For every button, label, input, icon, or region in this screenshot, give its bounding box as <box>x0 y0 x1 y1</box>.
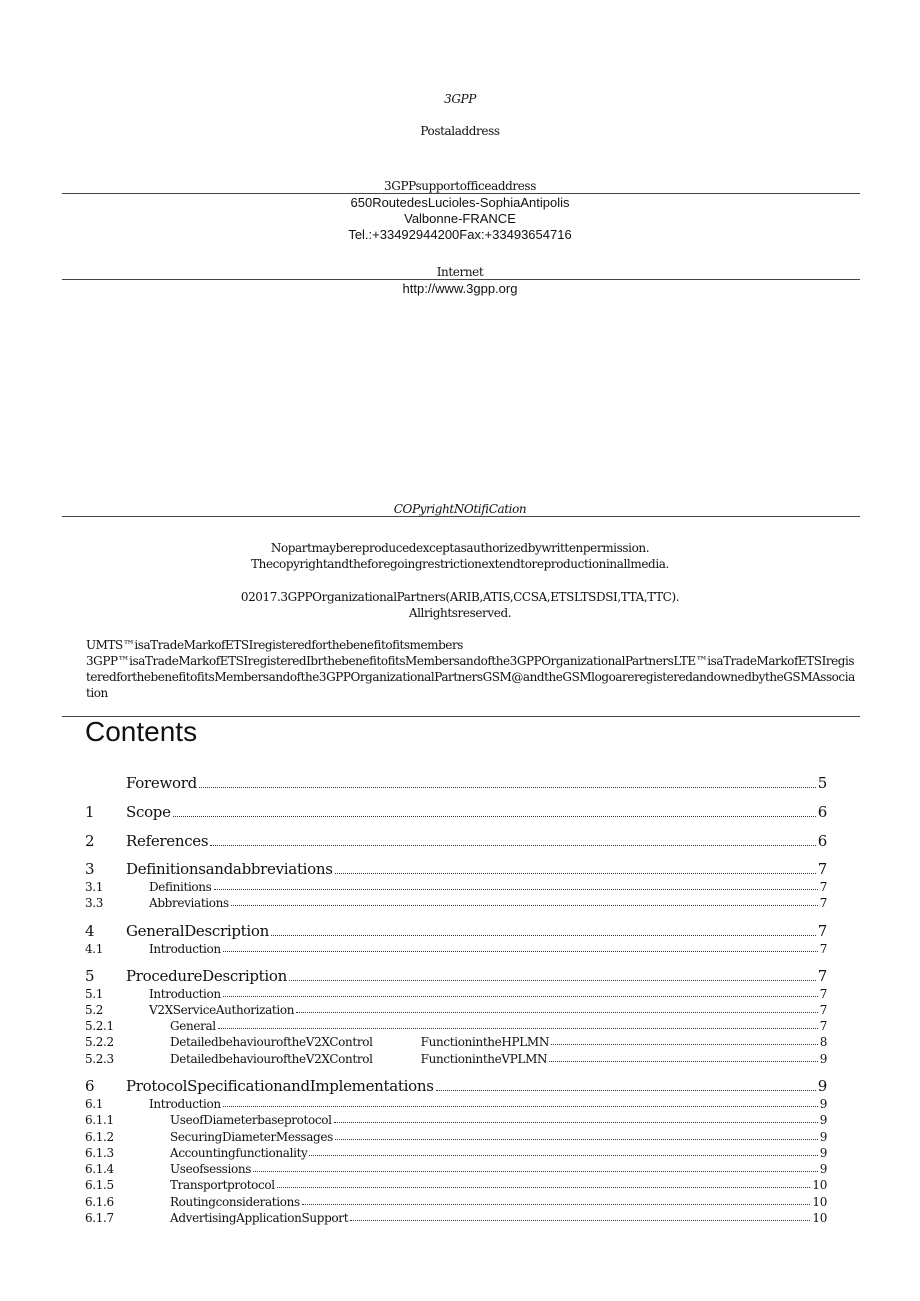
toc-entry-title: Introduction <box>149 987 221 1001</box>
toc-leader-dots <box>302 1204 811 1205</box>
toc-entry[interactable] <box>85 1018 827 1033</box>
toc-entry[interactable] <box>85 774 827 792</box>
toc-entry-page: 9 <box>819 1113 827 1127</box>
toc-entry-title: Scope <box>126 803 171 821</box>
toc-entry-page: 5 <box>817 774 827 792</box>
toc-entry-number: 2 <box>85 832 95 850</box>
toc-leader-dots <box>277 1187 811 1188</box>
toc-entry[interactable] <box>85 1194 827 1209</box>
toc-leader-dots <box>309 1155 817 1156</box>
toc-entry-title: References <box>126 832 209 850</box>
toc-entry-number: 4.1 <box>85 942 104 956</box>
toc-leader-dots <box>296 1012 818 1013</box>
address-line: Tel.:+33492944200Fax:+33493654716 <box>348 227 572 242</box>
toc-leader-dots <box>214 889 818 890</box>
toc-entry-title: UseofDiameterbaseprotocol <box>170 1113 332 1127</box>
copyright-heading: COPyrightNOtifiCation <box>393 502 527 516</box>
toc-entry-page: 9 <box>819 1146 827 1160</box>
toc-entry-number: 5 <box>85 967 95 985</box>
copyright-line: Thecopyrightandtheforegoingrestrictionextendtoreproductioninallmedia. <box>251 557 669 571</box>
toc-entry[interactable] <box>85 879 827 894</box>
toc-entry-title: ProtocolSpecificationandImplementations <box>126 1077 434 1095</box>
toc-entry-title: ProcedureDescription <box>126 967 287 985</box>
toc-leader-dots <box>218 1028 818 1029</box>
toc-entry-page: 7 <box>819 1003 827 1017</box>
toc-entry-number: 6.1.2 <box>85 1130 114 1144</box>
toc-entry-number: 5.2 <box>85 1003 104 1017</box>
toc-entry-page: 7 <box>817 860 827 878</box>
toc-entry-page: 9 <box>819 1052 827 1066</box>
trademark-notice: 3GPP™isaTradeMarkofETSIregisteredIbrthebenefitofitsMembersandofthe3GPPOrganizationalPartnersLTE™isaTradeMarkofETSIregisteredforthebenefitofitsMembersandofthe3GPPOrganizationalPartnersGSM@andtheGSMlogoareregisteredandownedbytheGSMAssociation <box>86 654 855 700</box>
toc-entry[interactable] <box>85 941 827 956</box>
toc-entry-title: Routingconsiderations <box>170 1195 300 1209</box>
toc-entry-page: 7 <box>819 1019 827 1033</box>
toc-leader-dots <box>223 1106 818 1107</box>
toc-entry-page: 10 <box>812 1211 827 1225</box>
toc-entry-page: 10 <box>812 1195 827 1209</box>
toc-entry-page: 9 <box>819 1097 827 1111</box>
toc-leader-dots <box>231 905 818 906</box>
toc-leader-dots <box>551 1044 818 1045</box>
toc-entry-page: 7 <box>817 967 827 985</box>
toc-entry-number: 6.1.3 <box>85 1146 114 1160</box>
toc-entry-title: DetailedbehaviouroftheV2XControl FunctionintheVPLMN <box>170 1052 548 1066</box>
copyright-year-line: 02017.3GPPOrganizationalPartners(ARIB,ATIS,CCSA,ETSLTSDSI,TTA,TTC). <box>240 590 680 604</box>
toc-entry-number: 5.2.1 <box>85 1019 114 1033</box>
toc-entry-page: 7 <box>819 896 827 910</box>
toc-leader-dots <box>199 787 816 788</box>
toc-entry-title: Foreword <box>126 774 197 792</box>
toc-entry-title: V2XServiceAuthorization <box>149 1003 295 1017</box>
toc-entry-page: 7 <box>817 922 827 940</box>
toc-entry[interactable] <box>85 1096 827 1111</box>
toc-entry-number: 5.1 <box>85 987 104 1001</box>
toc-entry[interactable] <box>85 803 827 821</box>
toc-entry-page: 10 <box>812 1178 827 1192</box>
toc-entry[interactable] <box>85 1129 827 1144</box>
toc-entry-page: 7 <box>819 880 827 894</box>
toc-entry-page: 6 <box>817 803 827 821</box>
toc-entry-title: Abbreviations <box>149 896 229 910</box>
support-office-label: 3GPPsupportofficeaddress <box>384 179 536 193</box>
toc-entry-number: 1 <box>85 803 95 821</box>
toc-entry-number: 3.1 <box>85 880 104 894</box>
toc-entry[interactable] <box>85 1161 827 1176</box>
toc-entry-title: Introduction <box>149 942 221 956</box>
postal-address-label: Postaladdress <box>420 124 500 138</box>
divider <box>62 516 860 517</box>
toc-entry[interactable] <box>85 832 827 850</box>
toc-entry[interactable] <box>85 1034 827 1049</box>
toc-entry[interactable] <box>85 922 827 940</box>
toc-leader-dots <box>334 1122 818 1123</box>
toc-entry-number: 3 <box>85 860 95 878</box>
toc-leader-dots <box>350 1220 810 1221</box>
toc-entry-number: 5.2.2 <box>85 1035 114 1049</box>
toc-entry-title: General <box>170 1019 216 1033</box>
toc-leader-dots <box>223 996 818 997</box>
umts-trademark: UMTS™isaTradeMarkofETSIregisteredforthebenefitofitsmembers <box>86 638 463 652</box>
toc-entry[interactable] <box>85 860 827 878</box>
toc-entry-number: 6.1.7 <box>85 1211 114 1225</box>
toc-entry-title: Introduction <box>149 1097 221 1111</box>
toc-entry-title: SecuringDiameterMessages <box>170 1130 333 1144</box>
toc-entry-page: 7 <box>819 942 827 956</box>
address-line: 650RoutedesLucioles-SophiaAntipolis <box>350 195 570 210</box>
toc-entry-page: 6 <box>817 832 827 850</box>
internet-label: Internet <box>436 265 484 279</box>
website-link[interactable]: http://www.3gpp.org <box>402 281 518 296</box>
toc-entry-number: 6.1.5 <box>85 1178 114 1192</box>
toc-entry-number: 6 <box>85 1077 95 1095</box>
address-line: Valbonne-FRANCE <box>404 211 516 226</box>
toc-entry-number: 6.1 <box>85 1097 104 1111</box>
toc-entry-title: Useofsessions <box>170 1162 252 1176</box>
toc-leader-dots <box>289 980 816 981</box>
toc-entry[interactable] <box>85 1112 827 1127</box>
toc-leader-dots <box>210 845 815 846</box>
divider <box>62 193 860 194</box>
toc-entry-number: 5.2.3 <box>85 1052 114 1066</box>
contents-title: Contents <box>85 716 198 747</box>
toc-leader-dots <box>549 1061 818 1062</box>
rights-reserved: Allrightsreserved. <box>408 606 512 620</box>
toc-entry-page: 7 <box>819 987 827 1001</box>
toc-entry[interactable] <box>85 1051 827 1066</box>
toc-entry-page: 9 <box>819 1162 827 1176</box>
toc-entry-page: 8 <box>819 1035 827 1049</box>
divider <box>62 279 860 280</box>
toc-entry-title: AdvertisingApplicationSupport <box>170 1211 349 1225</box>
toc-leader-dots <box>173 816 816 817</box>
toc-entry[interactable] <box>85 1145 827 1160</box>
toc-entry-title: Definitionsandabbreviations <box>126 860 333 878</box>
toc-entry-title: GeneralDescription <box>126 922 269 940</box>
toc-leader-dots <box>335 1139 818 1140</box>
toc-entry[interactable] <box>85 1077 827 1095</box>
toc-entry[interactable] <box>85 967 827 985</box>
toc-leader-dots <box>253 1171 818 1172</box>
toc-leader-dots <box>436 1090 816 1091</box>
toc-entry[interactable] <box>85 1177 827 1192</box>
toc-entry[interactable] <box>85 1002 827 1017</box>
toc-entry[interactable] <box>85 986 827 1001</box>
toc-entry-page: 9 <box>817 1077 827 1095</box>
copyright-line: Nopartmaybereproducedexceptasauthorizedbywrittenpermission. <box>270 541 650 555</box>
toc-entry-number: 6.1.1 <box>85 1113 114 1127</box>
toc-entry-number: 4 <box>85 922 95 940</box>
org-name: 3GPP <box>444 92 476 106</box>
toc-entry[interactable] <box>85 895 827 910</box>
toc-entry[interactable] <box>85 1210 827 1225</box>
toc-entry-number: 3.3 <box>85 896 104 910</box>
toc-entry-title: Accountingfunctionality <box>170 1146 308 1160</box>
toc-leader-dots <box>223 951 818 952</box>
toc-entry-title: Transportprotocol <box>170 1178 275 1192</box>
toc-entry-title: Definitions <box>149 880 212 894</box>
toc-entry-number: 6.1.6 <box>85 1195 114 1209</box>
toc-entry-title: DetailedbehaviouroftheV2XControl FunctionintheHPLMN <box>170 1035 549 1049</box>
toc-leader-dots <box>335 873 816 874</box>
toc-leader-dots <box>271 935 816 936</box>
toc-entry-number: 6.1.4 <box>85 1162 114 1176</box>
toc-entry-page: 9 <box>819 1130 827 1144</box>
